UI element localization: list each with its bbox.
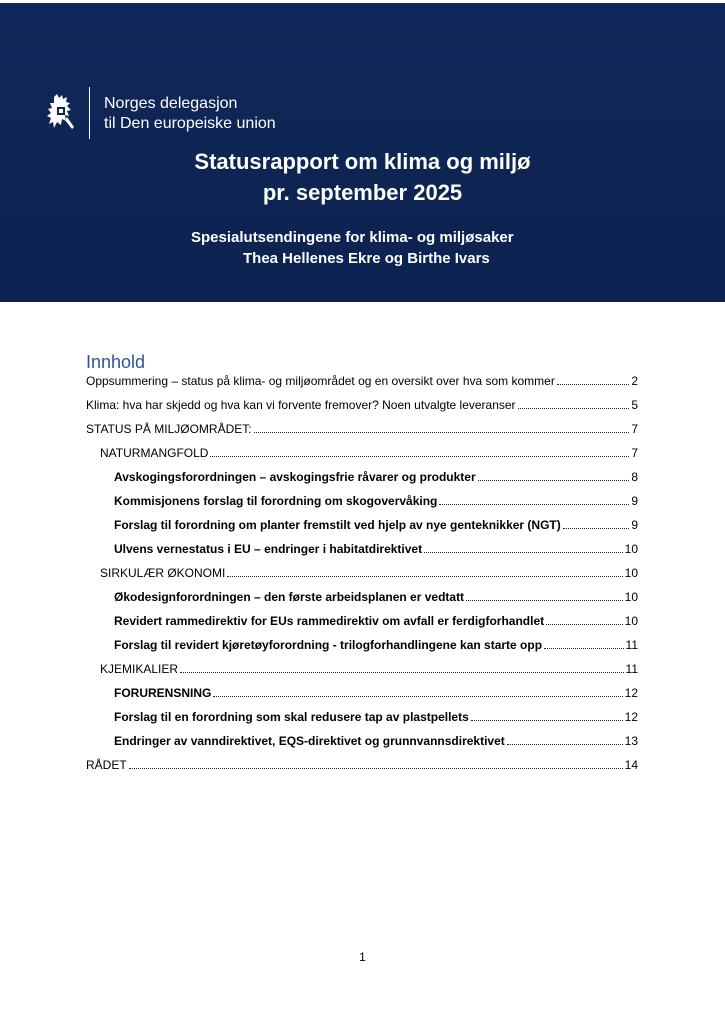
toc-entry[interactable] (86, 758, 638, 782)
toc-leader (471, 720, 623, 721)
toc-entry[interactable] (86, 638, 638, 662)
toc-entry[interactable] (86, 518, 638, 542)
toc-entry-page: 7 (631, 422, 638, 436)
toc-leader (439, 504, 629, 505)
toc-entry-page: 13 (624, 734, 638, 748)
toc-entry[interactable] (86, 734, 638, 758)
toc-entry-page: 10 (624, 542, 638, 556)
toc-leader (518, 408, 630, 409)
page-number: 1 (359, 950, 366, 964)
toc-entry-label: NATURMANGFOLD (100, 446, 209, 460)
toc-entry-page: 14 (624, 758, 638, 772)
toc-entry-page: 10 (624, 590, 638, 604)
toc-entry[interactable] (86, 374, 638, 398)
table-of-contents (86, 374, 638, 782)
toc-heading: Innhold (86, 352, 146, 372)
toc-entry[interactable] (86, 614, 638, 638)
toc-entry-page: 12 (624, 710, 638, 724)
toc-entry-page: 10 (624, 614, 638, 628)
toc-entry-page: 11 (625, 638, 638, 652)
toc-leader (478, 480, 630, 481)
toc-entry-label: KJEMIKALIER (100, 662, 179, 676)
organization-name (104, 94, 276, 134)
toc-entry[interactable] (86, 470, 638, 494)
toc-leader (544, 648, 623, 649)
toc-entry-label: Økodesignforordningen – den første arbeidsplanen er vedtatt (114, 590, 465, 604)
toc-entry-page: 11 (625, 662, 638, 676)
toc-entry-page: 7 (631, 446, 638, 460)
report-subtitle-line-2: Thea Hellenes Ekre og Birthe Ivars (243, 250, 490, 267)
toc-leader (546, 624, 622, 625)
toc-entry-label: STATUS PÅ MILJØOMRÅDET: (86, 422, 252, 436)
toc-entry-label: FORURENSNING (114, 686, 212, 700)
toc-entry[interactable] (86, 446, 638, 470)
toc-leader (424, 552, 623, 553)
toc-entry-label: Avskogingsforordningen – avskogingsfrie råvarer og produkter (114, 470, 476, 484)
toc-entry-label: Ulvens vernestatus i EU – endringer i habitatdirektivet (114, 542, 423, 556)
toc-leader (254, 432, 630, 433)
toc-entry-label: Kommisjonens forslag til forordning om skogovervåking (114, 494, 438, 508)
toc-entry-label: Endringer av vanndirektivet, EQS-direktivet og grunnvannsdirektivet (114, 734, 505, 748)
report-title-line-2: pr. september 2025 (262, 180, 463, 205)
toc-entry-page: 8 (631, 470, 638, 484)
toc-leader (507, 744, 623, 745)
toc-entry[interactable] (86, 422, 638, 446)
toc-entry[interactable] (86, 566, 638, 590)
toc-leader (563, 528, 630, 529)
report-subtitle-line-1: Spesialutsendingene for klima- og miljøsaker (191, 229, 514, 246)
toc-entry-page: 2 (631, 374, 638, 388)
toc-entry-label: Klima: hva har skjedd og hva kan vi forvente fremover? Noen utvalgte leveranser (86, 398, 516, 412)
toc-leader (557, 384, 629, 385)
toc-entry[interactable] (86, 662, 638, 686)
toc-entry[interactable] (86, 398, 638, 422)
toc-entry[interactable] (86, 710, 638, 734)
logo-divider (89, 87, 90, 139)
banner-top-border (0, 0, 725, 3)
cover-banner (0, 0, 725, 302)
toc-entry[interactable] (86, 590, 638, 614)
organization-line-2: til Den europeiske union (104, 115, 276, 132)
toc-entry-label: Forslag til en forordning som skal redusere tap av plastpellets (114, 710, 469, 724)
organization-line-1: Norges delegasjon (104, 95, 238, 112)
toc-entry-page: 12 (624, 686, 638, 700)
toc-leader (180, 672, 624, 673)
toc-entry-label: RÅDET (86, 758, 127, 772)
toc-entry-page: 5 (631, 398, 638, 412)
toc-entry-page: 9 (631, 518, 638, 532)
toc-entry-label: Forslag til revidert kjøretøyforordning - trilogforhandlingene kan starte opp (114, 638, 543, 652)
norwegian-lion-icon (45, 93, 77, 133)
toc-entry-label: Oppsummering – status på klima- og miljøområdet og en oversikt over hva som kommer (86, 374, 555, 388)
report-title (0, 146, 725, 208)
toc-leader (210, 456, 629, 457)
toc-entry[interactable] (86, 542, 638, 566)
toc-leader (213, 696, 622, 697)
toc-entry[interactable] (86, 494, 638, 518)
report-title-line-1: Statusrapport om klima og miljø (194, 149, 531, 174)
toc-entry-label: SIRKULÆR ØKONOMI (100, 566, 226, 580)
toc-entry-label: Revidert rammedirektiv for EUs rammedirektiv om avfall er ferdigforhandlet (114, 614, 545, 628)
toc-leader (466, 600, 623, 601)
toc-leader (227, 576, 622, 577)
toc-entry[interactable] (86, 686, 638, 710)
toc-leader (129, 768, 623, 769)
toc-entry-page: 10 (624, 566, 638, 580)
toc-entry-page: 9 (631, 494, 638, 508)
toc-entry-label: Forslag til forordning om planter fremstilt ved hjelp av nye genteknikker (NGT) (114, 518, 561, 532)
